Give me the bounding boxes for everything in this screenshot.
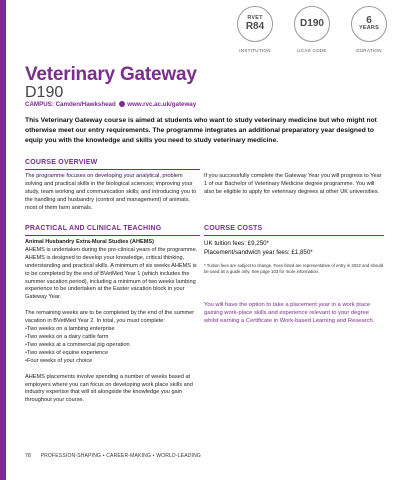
course-badges — [231, 6, 393, 53]
campus-line — [25, 101, 196, 108]
ahems-requirements-list — [25, 326, 200, 366]
institution-small-label: RVET — [247, 15, 263, 22]
institution-badge — [231, 6, 279, 53]
course-url-link[interactable]: www.rvc.ac.uk/gateway — [127, 101, 197, 108]
list-item: • Two weeks on a lambing enterprise — [25, 326, 200, 334]
placement-year-note: You will have the option to take a placement year in a work place gaining work-place skills and experience relevant to your degree whilst earning a Certificate in Work-based Learning and Research. — [204, 302, 375, 324]
ahems-paragraph-2: The remaining weeks are to be completed by the end of the summer vacation in BVetMed Year 2. In total, you must complete: — [25, 310, 195, 325]
list-item: • Two weeks at a commercial pig operation — [25, 342, 200, 350]
institution-code: R84 — [245, 20, 265, 32]
purple-side-bar — [0, 0, 6, 480]
list-item: • Four weeks of your choice — [25, 358, 200, 366]
course-overview-left: The programme focuses on developing your analytical, problem solving and practical skills in the biological sciences; improving your study, team working and communication skills; and introducing you to the handling and husbandry (control and management) of animals, most of them farm animals. — [25, 173, 197, 211]
ucas-code: D190 — [300, 18, 324, 29]
list-item: • Two weeks on a dairy cattle farm — [25, 334, 200, 342]
placement-year-fees: Placement/sandwich year fees: £1,850* — [204, 249, 313, 256]
practical-teaching-body — [25, 239, 200, 405]
ahems-subheading: Animal Husbandry Extra-Mural Studies (AHEMS) — [25, 239, 154, 245]
list-item: • Two weeks of equine experience — [25, 350, 200, 358]
practical-teaching-heading: PRACTICAL AND CLINICAL TEACHING — [25, 225, 200, 236]
course-costs-heading: COURSE COSTS — [204, 225, 384, 236]
duration-value: 6 — [366, 15, 372, 27]
institution-circle — [237, 6, 273, 42]
uk-tuition-fees: UK tuition fees: £9,250* — [204, 240, 270, 247]
ucas-caption: UCAS CODE — [297, 48, 327, 53]
course-costs-body — [204, 239, 384, 325]
ahems-paragraph-3: AHEMS placements involve spending a number of weeks based at employers where you can focus on developing work place skills and industry expertise that will sit alongside the knowledge you gain throughout your course. — [25, 373, 193, 404]
ucas-badge — [288, 6, 336, 53]
course-overview-heading: COURSE OVERVIEW — [25, 159, 200, 170]
fees-footnote: * Tuition fees are subject to change. Fees listed are representative of entry in 2022 and should be used as a guide only. See page 103 for more information. — [204, 263, 384, 275]
duration-unit: YEARS — [359, 25, 379, 32]
duration-caption: DURATION — [356, 48, 382, 53]
duration-circle — [351, 6, 387, 42]
campus-label: CAMPUS: Camden/Hawkshead — [25, 101, 116, 108]
page-footer — [25, 453, 201, 459]
institution-caption: INSTITUTION — [239, 48, 271, 53]
course-code: D190 — [25, 84, 64, 101]
page-title: Veterinary Gateway — [25, 64, 197, 85]
course-overview-right: If you successfully complete the Gateway Year you will progress to Year 1 of our Bachelor of Veterinary Medicine degree programme. You will also be eligible to apply for veterinary degrees at other UK universities. — [204, 173, 382, 195]
page-number: 78 — [25, 453, 31, 459]
globe-icon — [119, 101, 125, 107]
intro-paragraph: This Veterinary Gateway course is aimed at students who want to study veterinary medicine but who might not otherwise meet our entry requirements. The programme integrates an additional preparatory year designed to equip you with the knowledge and skills you need to study veterinary medicine. — [25, 117, 377, 144]
ahems-paragraph-1: AHEMS is undertaken during the pre-clinical years of the programme. AHEMS is designed to develop your knowledge, critical thinking, understanding and practical skills. A minimum of six weeks AHEMS is to be completed by the end of BVetMed Year 1 (which includes the summer vacation period), including a minimum of two weeks lambing experience to be undertaken at the Easter vacation block in your Gateway Year. — [25, 246, 198, 301]
duration-badge — [345, 6, 393, 53]
ucas-circle — [294, 6, 330, 42]
footer-tagline: PROFESSION-SHAPING • CAREER-MAKING • WORLD-LEADING — [40, 453, 202, 459]
